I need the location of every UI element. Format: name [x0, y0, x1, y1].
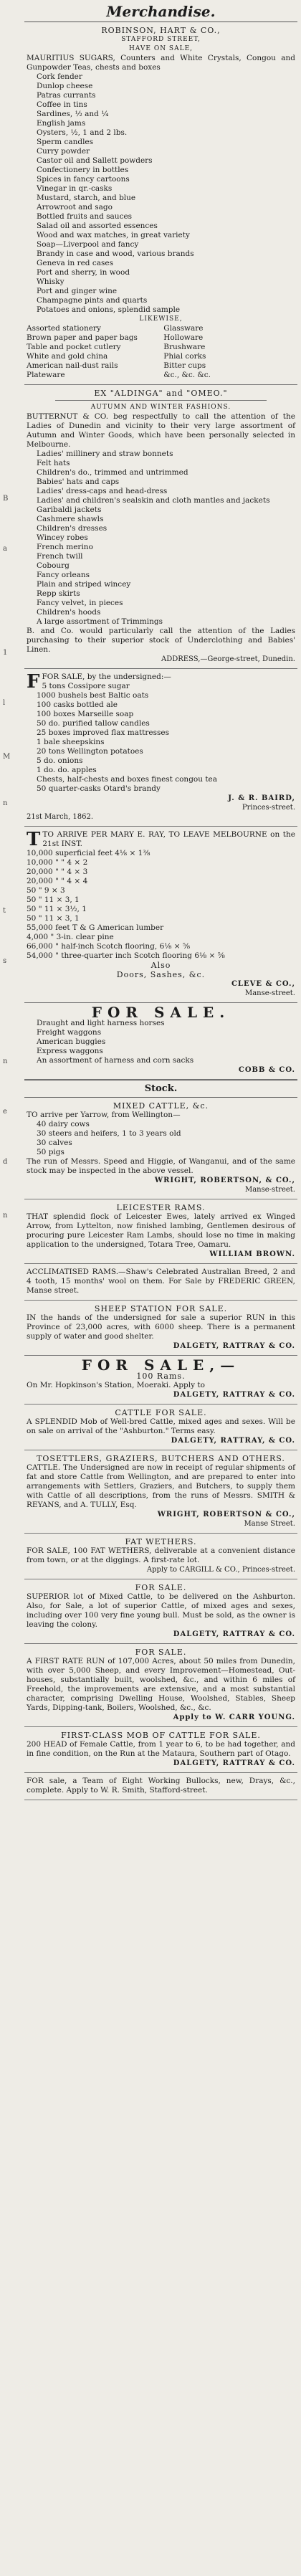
- list-item: 5 tons Cossipore sugar: [42, 682, 130, 690]
- list-item: Fancy velvet, in pieces: [37, 599, 123, 607]
- list-item: White and gold china: [27, 352, 108, 361]
- list-item: Port and ginger wine: [37, 287, 118, 295]
- advert-cobb-for-sale: [24, 1003, 297, 1080]
- list-item: Bitter cups: [163, 361, 206, 370]
- advert-signature: CLEVE & CO.,: [231, 980, 295, 988]
- advert-body: A FIRST RATE RUN of 107,000 Acres, about 50 miles from Dunedin, with over 5,000 Sheep, and every Improvement—Homestead, Out-houses, substantially built, woolshed, &c., and within 6 miles of Freehold, the improvements are extensive, and a most substantial character, comprising Dwelling House, Woolshed, Stables, Sheep Yards, Dipping-tank, Boilers, Woolshed, &c., &c.: [27, 1657, 295, 1712]
- list-item: 100 boxes Marseille soap: [37, 710, 134, 718]
- section-heading-stock: Stock.: [24, 1080, 297, 1098]
- list-item: 25 boxes improved flax mattresses: [37, 728, 169, 737]
- newspaper-column: [24, 0, 297, 2576]
- advert-apply: Apply to W. CARR YOUNG.: [173, 1714, 295, 1721]
- advert-body: 200 HEAD of Female Cattle, from 1 year to 6, to be had together, and in fine condition, on the Run at the Mataura, Southern part of Otago.: [27, 1740, 295, 1758]
- gutter-char: M: [3, 753, 11, 761]
- list-item: Confectionery in bottles: [37, 166, 129, 174]
- list-item: 50 " 11 × 3½, 1: [27, 905, 87, 913]
- list-item: 20 tons Wellington potatoes: [37, 747, 143, 756]
- list-item: 50 pigs: [37, 1148, 64, 1156]
- advert-subheading: LIKEWISE,: [139, 315, 183, 323]
- list-item: 1 do. do. apples: [37, 766, 97, 774]
- advert-heading: MIXED CATTLE, &c.: [113, 1101, 209, 1111]
- advert-bullock-team: [24, 1773, 297, 1800]
- list-item: Cobourg: [37, 561, 70, 570]
- gutter-char: d: [3, 1158, 8, 1166]
- list-item: &c., &c. &c.: [163, 371, 211, 379]
- list-item: 66,000 " half-inch Scotch flooring, 6⅛ × ⅝: [27, 942, 191, 951]
- gutter-char: n: [3, 1058, 8, 1065]
- advert-body: THAT splendid flock of Leicester Ewes, lately arrived ex Winged Arrow, from Lyttelton, now finished lambing, Gentlemen desirous of procuring pure Leicester Ram Lambs, should lose no time in making application to the undersigned, Totara Tree, Oamaru.: [27, 1212, 295, 1249]
- advert-settlers-graziers: [24, 1450, 297, 1534]
- two-column-row: [27, 371, 295, 380]
- list-item: Ladies' dress-caps and head-dress: [37, 487, 168, 495]
- advert-firm: ROBINSON, HART & CO.,: [101, 26, 221, 35]
- list-item: Fancy orleans: [37, 571, 90, 579]
- list-item: Express waggons: [37, 1047, 103, 1055]
- advert-body: On Mr. Hopkinson's Station, Moeraki. Apply to: [27, 1381, 205, 1389]
- advert-heading: FIRST-CLASS MOB OF CATTLE FOR SALE.: [61, 1731, 261, 1740]
- drop-cap: T: [27, 829, 41, 850]
- left-gutter: [0, 0, 24, 2576]
- list-item: Potatoes and onions, splendid sample: [37, 305, 181, 314]
- advert-signature: DALGETY, RATTRAY & CO.: [173, 1759, 295, 1767]
- advert-mixed-cattle: [24, 1098, 297, 1199]
- gutter-char: B: [3, 495, 9, 503]
- advert-address: STAFFORD STREET,: [121, 36, 201, 43]
- list-item: 1000 bushels best Baltic oats: [37, 691, 149, 700]
- list-item: 30 calves: [37, 1139, 72, 1147]
- advert-heading: CATTLE FOR SALE.: [115, 1408, 207, 1417]
- list-item: Wood and wax matches, in great variety: [37, 231, 190, 239]
- advert-body: SUPERIOR lot of Mixed Cattle, to be delivered on the Ashburton. Also, for Sale, a lot of superior Cattle, of mixed ages and sexes, including over 100 very fine young bull. Must be sold, as the owner is leaving the colony.: [27, 1592, 295, 1629]
- advert-cattle-for-sale: [24, 1405, 297, 1450]
- list-item: Glassware: [163, 324, 204, 333]
- advert-closing: B. and Co. would particularly call the attention of the Ladies purchasing to their superior stock of Underclothing and Babies' Linen.: [27, 627, 295, 654]
- drop-cap: F: [27, 671, 40, 693]
- list-item: Brushware: [163, 343, 206, 351]
- list-item: Champagne pints and quarts: [37, 296, 148, 305]
- advert-apply: Apply to CARGILL & CO., Princes-street.: [146, 1566, 295, 1574]
- advert-heading: FOR SALE.: [135, 1583, 187, 1592]
- list-item: Sperm candles: [37, 138, 94, 146]
- list-item: Assorted stationery: [27, 324, 101, 333]
- advert-heading: SHEEP STATION FOR SALE.: [94, 1304, 228, 1313]
- advert-subheading: Also: [150, 961, 171, 970]
- gutter-char: n: [3, 799, 8, 807]
- advert-rams-for-sale: [24, 1356, 297, 1405]
- list-item: French merino: [37, 543, 93, 551]
- advert-title-text: FOR SALE, by the undersigned:—: [42, 672, 171, 681]
- two-column-row: [27, 361, 295, 371]
- advert-robinson-hart: [24, 22, 297, 385]
- list-item: 50 " 11 × 3, 1: [27, 914, 80, 923]
- advert-intro: BUTTERNUT & CO. beg respectfully to call the attention of the Ladies of Dunedin and vicinity to their very large assortment of Autumn and Winter Goods, which have been personally selected in Melbourne.: [27, 412, 295, 449]
- advert-signature: WRIGHT, ROBERTSON, & CO.,: [154, 1177, 295, 1184]
- advert-heading: EX "ALDINGA" and "OMEO.": [94, 389, 228, 398]
- advert-first-rate-run: [24, 1644, 297, 1727]
- advert-signature: DALGETY, RATTRAY & CO.: [173, 1391, 295, 1399]
- advert-item-list: [27, 72, 295, 315]
- list-item: Arrowroot and sago: [37, 203, 113, 212]
- list-item: 100 casks bottled ale: [37, 700, 118, 709]
- two-column-row: [27, 324, 295, 333]
- advert-signature: J. & R. BAIRD,: [228, 794, 295, 802]
- two-column-row: [27, 352, 295, 361]
- list-item: Salad oil and assorted essences: [37, 222, 158, 230]
- list-item: Children's do., trimmed and untrimmed: [37, 468, 188, 477]
- advert-body: FOR sale, a Team of Eight Working Bullocks, new, Drays, &c., complete. Apply to W. R. Smith, Stafford-street.: [27, 1777, 295, 1795]
- advert-body: FOR SALE, 100 FAT WETHERS, deliverable at a convenient distance from town, or at the diggings. A first-rate lot.: [27, 1546, 295, 1564]
- list-item: Chests, half-chests and boxes finest congou tea: [37, 775, 218, 784]
- advert-address: Manse-street.: [244, 989, 295, 997]
- list-item: 100 Rams.: [136, 1372, 186, 1381]
- list-item: American nail-dust rails: [27, 361, 118, 370]
- list-item: Repp skirts: [37, 589, 80, 598]
- gutter-char: a: [3, 545, 7, 553]
- list-item: Dunlop cheese: [37, 82, 93, 90]
- list-item: Cashmere shawls: [37, 515, 104, 523]
- advert-item-list: [27, 682, 295, 794]
- list-item: Port and sherry, in wood: [37, 268, 130, 277]
- list-item: Oysters, ½, 1 and 2 lbs.: [37, 128, 128, 137]
- advert-body: The run of Messrs. Speed and Higgie, of Wanganui, and of the same stock may be inspected in the above vessel.: [27, 1157, 295, 1175]
- list-item: 50 " 9 × 3: [27, 886, 65, 895]
- list-item: Ladies' millinery and straw bonnets: [37, 450, 173, 458]
- list-item: American buggies: [37, 1037, 106, 1046]
- list-item: Ladies' and children's sealskin and cloth mantles and jackets: [37, 496, 270, 505]
- list-item: Curry powder: [37, 147, 90, 156]
- list-item: English jams: [37, 119, 86, 128]
- advert-intro: MAURITIUS SUGARS, Counters and White Crystals, Congou and Gunpowder Teas, chests and boxes: [27, 54, 295, 72]
- advert-mixed-cattle-ashburton: [24, 1579, 297, 1644]
- advert-first-class-mob: [24, 1727, 297, 1773]
- advert-signature: WILLIAM BROWN.: [209, 1250, 295, 1258]
- list-item: 40 dairy cows: [37, 1120, 90, 1128]
- list-item: Brandy in case and wood, various brands: [37, 249, 194, 258]
- gutter-char: 1: [3, 649, 8, 657]
- list-item: Spices in fancy cartoons: [37, 175, 130, 184]
- advert-autumn-fashions: [24, 385, 297, 669]
- advert-fat-wethers: [24, 1534, 297, 1579]
- advert-address: ADDRESS,—George-street, Dunedin.: [161, 655, 295, 663]
- list-item: Brown paper and paper bags: [27, 333, 138, 342]
- list-item: Plain and striped wincey: [37, 580, 131, 589]
- advert-item-list: [27, 1019, 295, 1065]
- advert-signature: DALGETY, RATTRAY, & CO.: [171, 1437, 295, 1445]
- list-item: Sardines, ½ and ¼: [37, 110, 109, 118]
- list-item: Coffee in tins: [37, 100, 87, 109]
- list-item: 55,000 feet T & G American lumber: [27, 923, 164, 932]
- advert-heading: TOSETTLERS, GRAZIERS, BUTCHERS AND OTHERS.: [37, 1454, 285, 1463]
- advert-body: ACCLIMATISED RAMS.—Shaw's Celebrated Australian Breed, 2 and 4 tooth, 15 months' wool on them. For Sale by FREDERIC GREEN, Manse street.: [27, 1268, 295, 1295]
- advert-title: [27, 830, 295, 849]
- advert-address: Manse-street.: [244, 1186, 295, 1194]
- list-item: Plateware: [27, 371, 65, 379]
- list-item: 50 do. purified tallow candles: [37, 719, 150, 728]
- list-item: Garibaldi jackets: [37, 505, 102, 514]
- advert-subheading: HAVE ON SALE,: [128, 45, 194, 52]
- list-item: French twill: [37, 552, 83, 561]
- advert-heading: LEICESTER RAMS.: [116, 1203, 206, 1212]
- section-heading-merchandise: Merchandise.: [24, 0, 297, 22]
- advert-body: IN the hands of the undersigned for sale a superior RUN in this Province of 23,000 acres, with 6000 sheep. There is a permanent supply of water and good shelter.: [27, 1313, 295, 1341]
- list-item: Geneva in red cases: [37, 259, 113, 267]
- gutter-char: n: [3, 1212, 8, 1220]
- list-item: An assortment of harness and corn sacks: [37, 1056, 194, 1065]
- list-item: Children's dresses: [37, 524, 108, 533]
- advert-title-text: TO ARRIVE PER MARY E. RAY, TO LEAVE MELBOURNE on the 21st INST.: [42, 830, 295, 848]
- list-item: Draught and light harness horses: [37, 1019, 165, 1027]
- advert-title: FOR SALE,—: [81, 1356, 241, 1374]
- list-item: Table and pocket cutlery: [27, 343, 121, 351]
- gutter-char: t: [3, 907, 6, 915]
- advert-signature: DALGETY, RATTRAY & CO.: [173, 1630, 295, 1638]
- list-item: 54,000 " three-quarter inch Scotch flooring 6⅛ × ⅝: [27, 951, 225, 960]
- advert-address: Princes-street.: [242, 804, 295, 812]
- list-item: Felt hats: [37, 459, 70, 467]
- two-column-row: [27, 343, 295, 352]
- advert-address: Manse Street.: [244, 1520, 295, 1528]
- advert-title: FOR SALE.: [91, 1004, 231, 1021]
- advert-leicester-rams: [24, 1199, 297, 1264]
- list-item: Cork fender: [37, 72, 82, 81]
- list-item: 30 steers and heifers, 1 to 3 years old: [37, 1129, 181, 1138]
- advert-body: CATTLE. The Undersigned are now in receipt of regular shipments of fat and store Cattle from Wellington, and are prepared to enter into arrangements with Settlers, Graziers, and Butchers, to supply them with Cattle of all descriptions, from the runs of Messrs. SMITH & REYANS, and A. TULLY, Esq.: [27, 1463, 295, 1509]
- advert-acclimatised-rams: [24, 1264, 297, 1301]
- list-item: 5 do. onions: [37, 756, 83, 765]
- list-item: 20,000 " " 4 × 3: [27, 868, 88, 876]
- advert-sheep-station: [24, 1301, 297, 1356]
- list-item: Castor oil and Sallett powders: [37, 156, 153, 165]
- list-item: Freight waggons: [37, 1028, 102, 1037]
- list-item: 10,000 superficial feet 4⅛ × 1⅜: [27, 849, 150, 857]
- list-item: A large assortment of Trimmings: [37, 617, 163, 626]
- list-item: 4,000 " 3-in. clear pine: [27, 933, 114, 941]
- list-item: Whisky: [37, 277, 64, 286]
- list-item: Babies' hats and caps: [37, 477, 120, 486]
- list-item: Vinegar in qr.-casks: [37, 184, 113, 193]
- advert-signature: WRIGHT, ROBERTSON & CO.,: [157, 1511, 295, 1518]
- list-item: Phial corks: [163, 352, 206, 361]
- advert-body: A SPLENDID Mob of Well-bred Cattle, mixed ages and sexes. Will be on sale on arrival of the "Ashburton." Terms easy.: [27, 1417, 295, 1435]
- divider: [55, 400, 267, 401]
- list-item: Wincey robes: [37, 533, 88, 542]
- gutter-char: s: [3, 957, 7, 965]
- advert-heading: FOR SALE.: [135, 1648, 187, 1657]
- two-column-row: [27, 333, 295, 343]
- list-item: Bottled fruits and sauces: [37, 212, 133, 221]
- list-item: 20,000 " " 4 × 4: [27, 877, 88, 885]
- advert-heading: FAT WETHERS.: [125, 1537, 197, 1546]
- list-item: Soap—Liverpool and fancy: [37, 240, 139, 249]
- advert-baird-for-sale: [24, 669, 297, 827]
- advert-date: 21st March, 1862.: [27, 813, 94, 821]
- advert-item-list: [27, 450, 295, 627]
- list-item: 50 quarter-casks Otard's brandy: [37, 784, 161, 793]
- list-item: Children's hoods: [37, 608, 101, 617]
- advert-row-list: [27, 849, 295, 961]
- list-item: Mustard, starch, and blue: [37, 194, 136, 202]
- gutter-char: e: [3, 1108, 7, 1116]
- list-item: 10,000 " " 4 × 2: [27, 858, 88, 867]
- advert-intro: TO arrive per Yarrow, from Wellington—: [27, 1111, 181, 1119]
- advert-signature: DALGETY, RATTRAY & CO.: [173, 1342, 295, 1350]
- advert-signature: COBB & CO.: [238, 1066, 295, 1074]
- list-item: Holloware: [163, 333, 204, 342]
- list-item: 1 bale sheepskins: [37, 738, 105, 746]
- list-item: 50 " 11 × 3, 1: [27, 895, 80, 904]
- advert-title: AUTUMN AND WINTER FASHIONS.: [90, 404, 231, 411]
- gutter-char: l: [3, 699, 6, 707]
- advert-item-list: [27, 1120, 295, 1157]
- advert-subheading: Doors, Sashes, &c.: [116, 970, 206, 979]
- list-item: Patras currants: [37, 91, 96, 100]
- advert-timber-arrival: [24, 827, 297, 1003]
